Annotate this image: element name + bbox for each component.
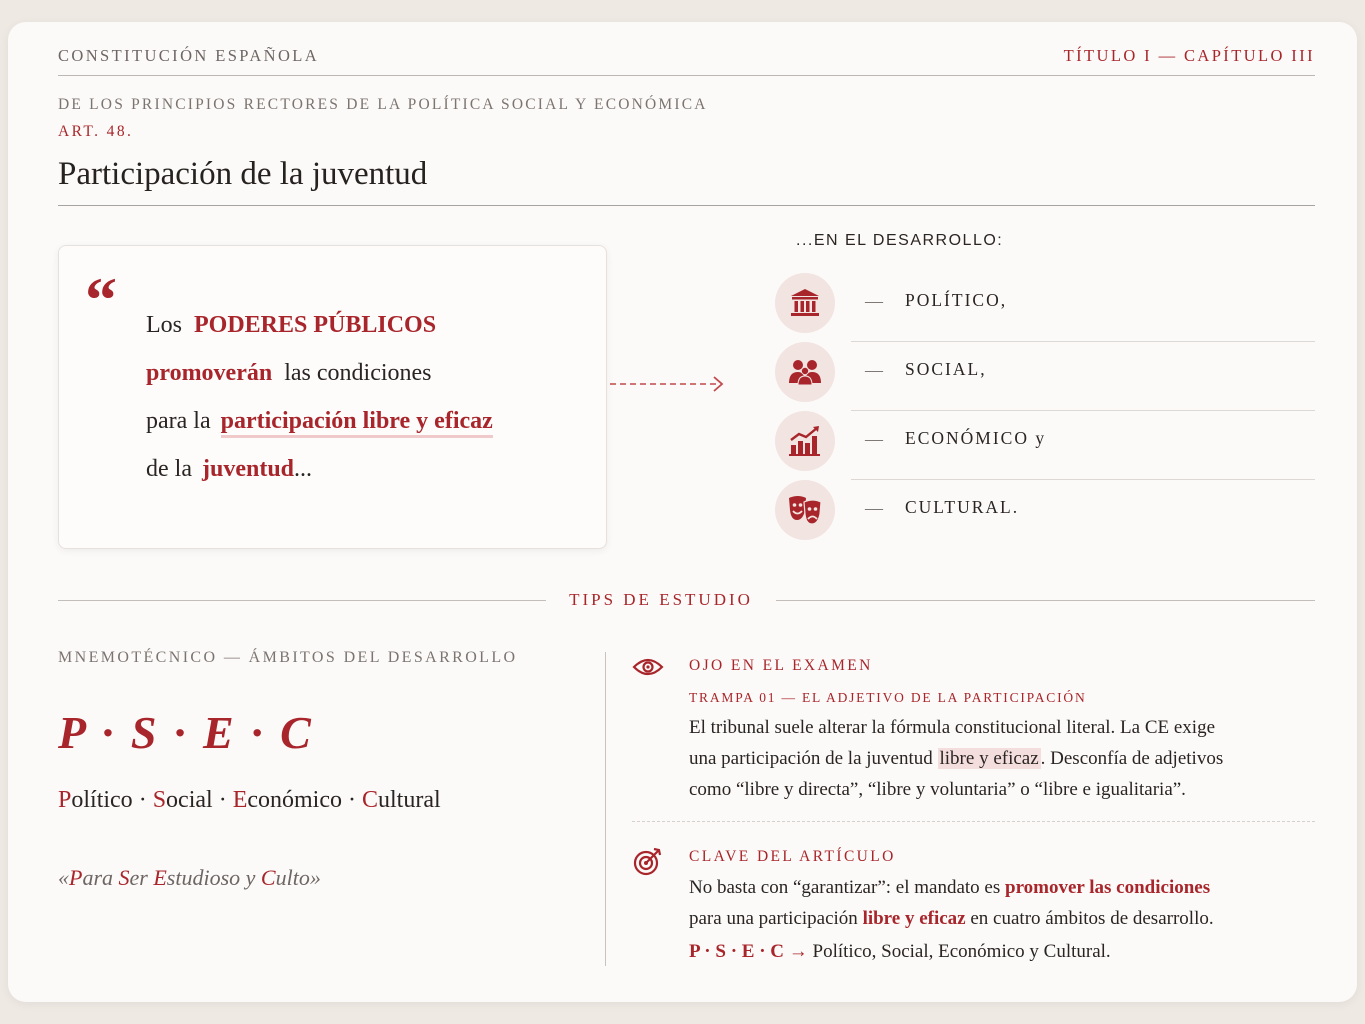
initial-letter: E (232, 787, 248, 813)
dashed-arrow-icon (608, 372, 728, 396)
government-building-icon (775, 273, 835, 333)
initial-letter: E (153, 865, 167, 890)
ambit-item-economico (775, 411, 1315, 473)
article-quote-box (58, 245, 607, 549)
word-rest: ara (82, 865, 119, 890)
quote-line-1 (146, 312, 436, 339)
mnemonic-heading: MNEMOTÉCNICO — ÁMBITOS DEL DESARROLLO (58, 649, 518, 666)
key-tip-heading: CLAVE DEL ARTÍCULO (689, 848, 896, 865)
article-title: Participación de la juventud (58, 156, 428, 192)
ambits-heading: ...EN EL DESARROLLO: (796, 232, 1004, 249)
ambit-label: SOCIAL, (905, 359, 987, 379)
separator: · (132, 787, 153, 813)
quote-text: para la (146, 408, 211, 434)
tip-text: Político, Social, Económico y Cultural. (812, 941, 1111, 962)
growth-chart-icon (775, 411, 835, 471)
mnemonic-motto (58, 865, 321, 891)
initial-letter: S (152, 787, 167, 813)
section-name: DE LOS PRINCIPIOS RECTORES DE LA POLÍTICA SOCIAL Y ECONÓMICA (58, 96, 708, 113)
separator: · (342, 787, 362, 813)
quote-line-4 (146, 456, 312, 483)
document-title: CONSTITUCIÓN ESPAÑOLA (58, 46, 320, 65)
ambit-label: POLÍTICO, (905, 290, 1008, 310)
ambit-label: CULTURAL. (905, 497, 1020, 517)
tip-text: para una participación (689, 908, 863, 929)
arrow-glyph: → (784, 941, 813, 962)
quote-highlight: PODERES PÚBLICOS (194, 312, 437, 338)
initial-letter: P (58, 787, 72, 813)
ambit-item-cultural (775, 480, 1315, 542)
guillemet: » (309, 865, 321, 890)
tip-text: No basta con “garantizar”: el mandato es (689, 877, 1005, 898)
ambit-item-politico (775, 273, 1315, 335)
quote-highlight-underlined: participación libre y eficaz (221, 408, 493, 438)
quote-highlight: juventud (201, 456, 295, 482)
mnemonic-letters: P · S · E · C (58, 707, 314, 758)
guillemet: « (58, 865, 69, 890)
exam-tip-heading: OJO EN EL EXAMEN (689, 657, 873, 674)
tips-dashed-divider (632, 821, 1315, 822)
ambit-dash: — (865, 291, 883, 311)
article-card (8, 22, 1357, 1002)
tips-title: TIPS DE ESTUDIO (569, 590, 753, 609)
initial-letter: C (362, 787, 379, 813)
tip-highlight: libre y eficaz (939, 748, 1039, 769)
ambit-label: ECONÓMICO y (905, 428, 1047, 448)
title-divider (58, 205, 1315, 206)
tip-highlight: libre y eficaz (862, 908, 966, 929)
ambit-item-social (775, 342, 1315, 404)
initial-letter: C (260, 865, 276, 890)
initial-letter: S (118, 865, 130, 890)
quote-text: Los (146, 312, 182, 338)
word-rest: conómico (247, 787, 342, 813)
tips-vertical-divider (605, 652, 606, 966)
ambit-dash: — (865, 498, 883, 518)
tip-text: . Desconfía de adjetivos (1040, 748, 1224, 769)
ambit-dash: — (865, 429, 883, 449)
chapter-label: TÍTULO I — CAPÍTULO III (1063, 46, 1315, 65)
key-tip-line-1 (689, 877, 1210, 899)
article-number: ART. 48. (58, 123, 134, 140)
people-icon (775, 342, 835, 402)
eye-icon (632, 656, 664, 678)
key-tip-line-2 (689, 908, 1214, 930)
header-divider (58, 75, 1315, 76)
word-rest: ultural (378, 787, 441, 813)
target-icon (632, 845, 664, 877)
tip-text: una participación de la juventud (689, 748, 938, 769)
mnemonic-words (58, 787, 441, 814)
exam-tip-subheading: TRAMPA 01 — EL ADJETIVO DE LA PARTICIPACIÓN (689, 690, 1087, 705)
word-rest: ocial (166, 787, 213, 813)
quote-line-3 (146, 408, 493, 435)
exam-tip-line-1: El tribunal suele alterar la fórmula constitucional literal. La CE exige (689, 717, 1215, 738)
separator: · (212, 787, 233, 813)
word-rest: studioso y (166, 865, 261, 890)
initial-letter: P (69, 865, 83, 890)
word-rest: olítico (71, 787, 133, 813)
quote-highlight: promoverán (146, 360, 273, 386)
key-tip-line-3 (689, 941, 1111, 963)
quote-mark-icon: “ (85, 264, 117, 335)
tip-text: en cuatro ámbitos de desarrollo. (965, 908, 1214, 929)
exam-tip-line-2 (689, 748, 1223, 770)
quote-line-2 (146, 360, 432, 387)
tips-divider-right (776, 600, 1315, 601)
quote-text: las condiciones (284, 360, 432, 386)
word-rest: er (129, 865, 154, 890)
quote-text: de la (146, 456, 192, 482)
quote-text: ... (294, 456, 313, 482)
tip-highlight: promover las condiciones (1005, 877, 1211, 898)
theater-masks-icon (775, 480, 835, 540)
exam-tip-line-3: como “libre y directa”, “libre y voluntaria” o “libre e igualitaria”. (689, 779, 1186, 800)
tips-divider-left (58, 600, 546, 601)
tip-highlight: P · S · E · C (689, 941, 785, 962)
ambit-dash: — (865, 360, 883, 380)
word-rest: ulto (275, 865, 310, 890)
